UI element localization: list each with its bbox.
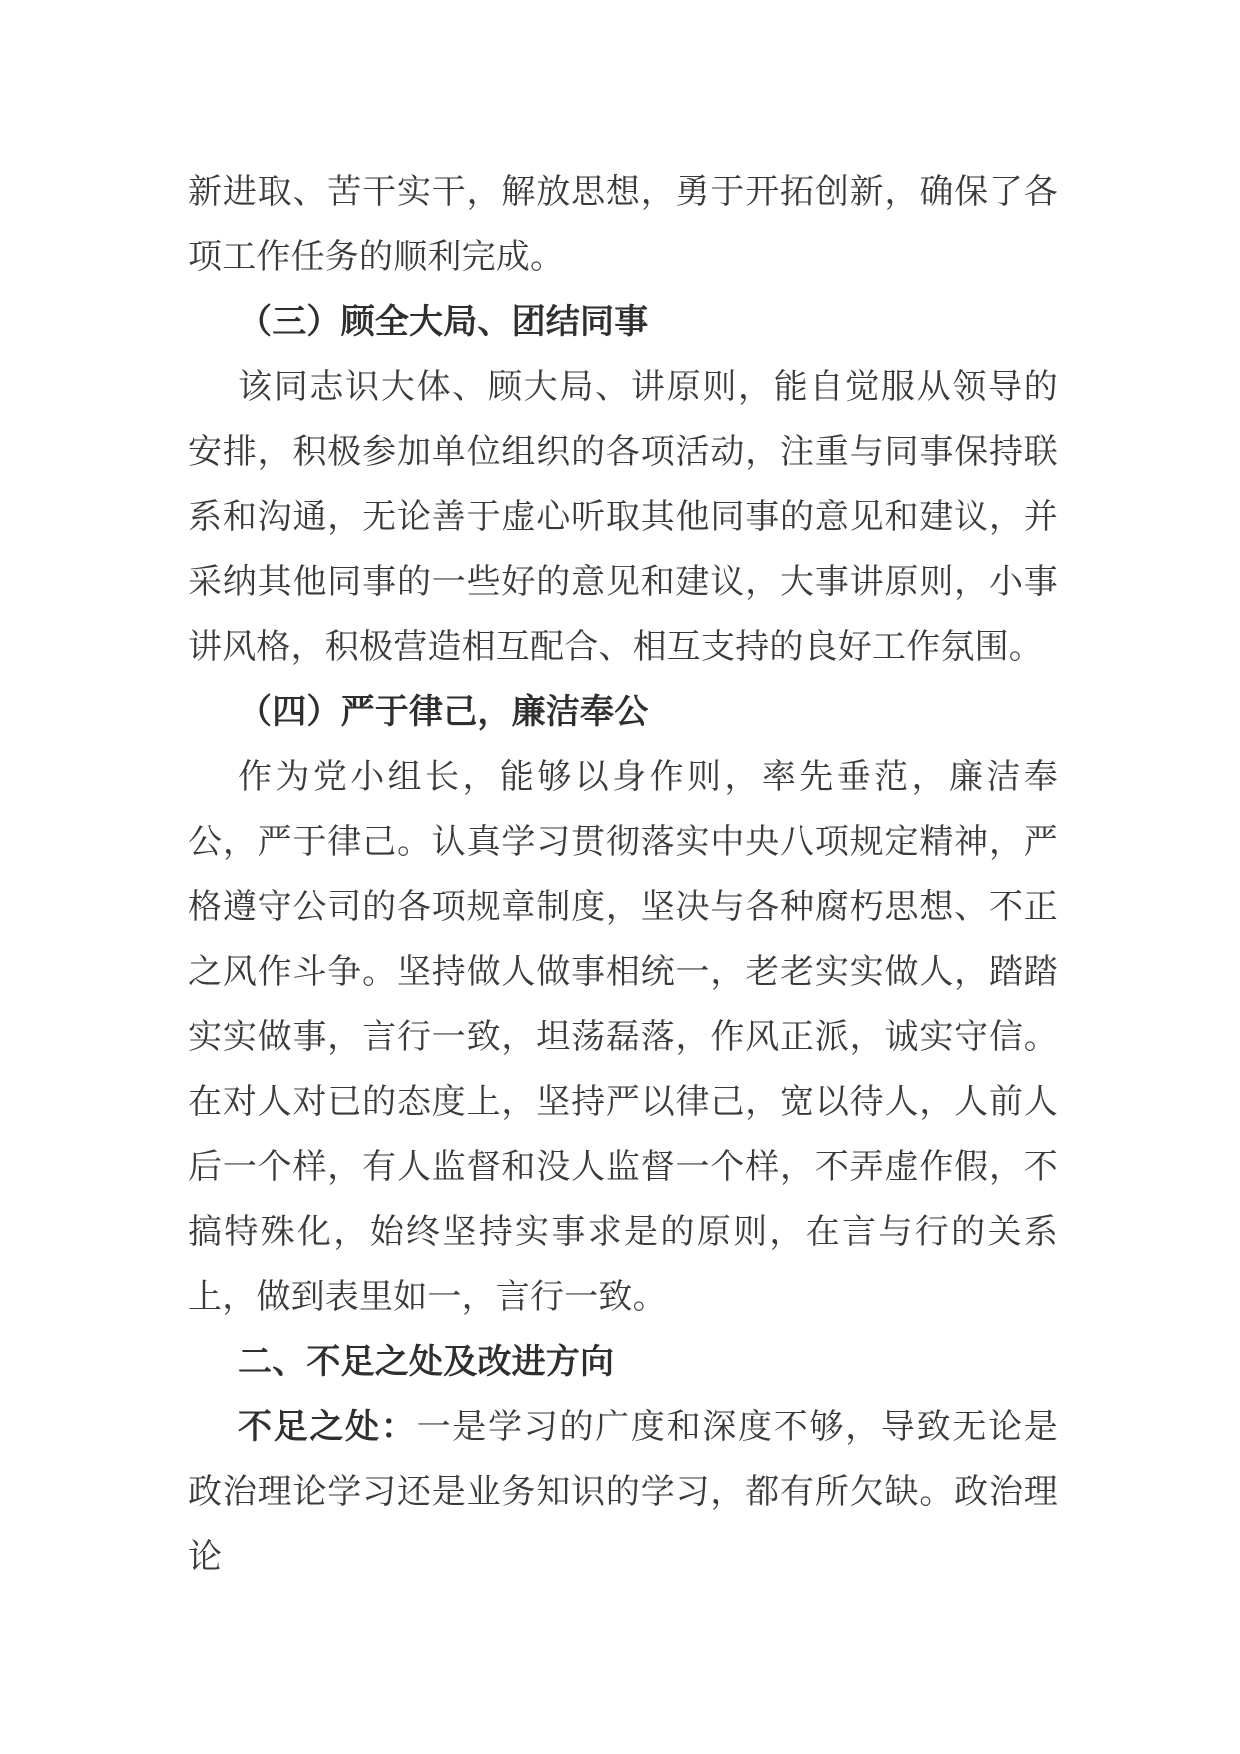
paragraph-section-4: 作为党小组长，能够以身作则，率先垂范，廉洁奉公，严于律己。认真学习贯彻落实中央八项规定精神，严格遵守公司的各项规章制度，坚决与各种腐朽思想、不正之风作斗争。坚持做人做事相统一，老老实实做人，踏踏实实做事，言行一致，坦荡磊落，作风正派，诚实守信。在对人对已的态度上，坚持严以律己，宽以待人，人前人后一个样，有人监督和没人监督一个样，不弄虚作假，不搞特殊化，始终坚持实事求是的原则，在言与行的关系上，做到表里如一，言行一致。 [188, 757, 1058, 1317]
shortcomings-text: 一是学习的广度和深度不够，导致无论是政治理论学习还是业务知识的学习，都有所欠缺。政治理论 [188, 1407, 1058, 1577]
paragraph-section-3: 该同志识大体、顾大局、讲原则，能自觉服从领导的安排，积极参加单位组织的各项活动，注重与同事保持联系和沟通，无论善于虚心听取其他同事的意见和建议，并采纳其他同事的一些好的意见和建议，大事讲原则，小事讲风格，积极营造相互配合、相互支持的良好工作氛围。 [188, 367, 1058, 667]
shortcomings-label: 不足之处： [238, 1407, 417, 1447]
heading-section-3: （三）顾全大局、团结同事 [238, 302, 649, 342]
heading-section-4: （四）严于律己，廉洁奉公 [238, 692, 649, 732]
heading-part-2: 二、不足之处及改进方向 [238, 1342, 615, 1382]
paragraph-shortcomings [188, 1395, 1058, 1590]
document-page [188, 160, 1058, 1590]
paragraph-continued: 新进取、苦干实干，解放思想，勇于开拓创新，确保了各项工作任务的顺利完成。 [188, 172, 1058, 277]
